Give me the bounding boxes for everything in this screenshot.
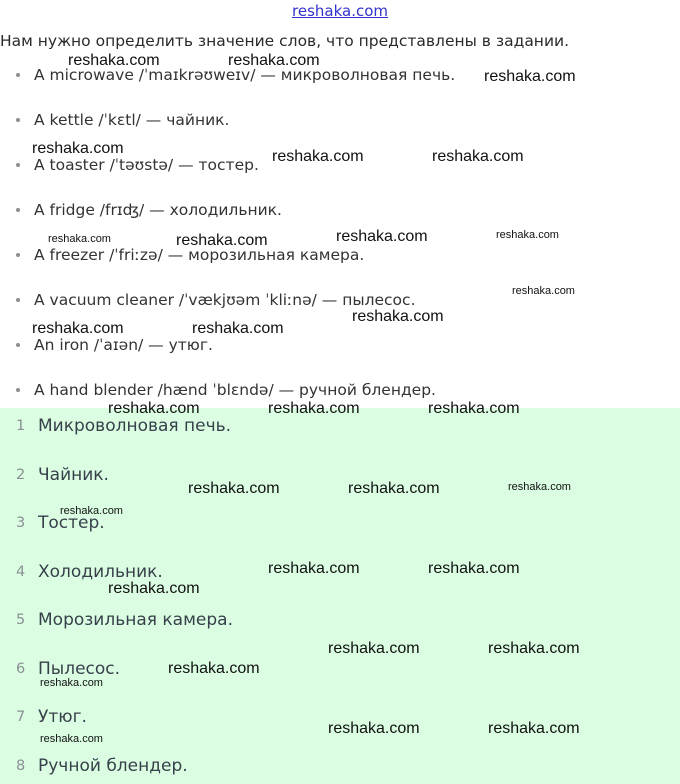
watermark: reshaka.com [272,148,364,165]
vocabulary-text: A freezer /ˈfriːzə/ — морозильная камера. [34,246,365,264]
vocabulary-text: An iron /ˈaɪən/ — утюг. [34,336,213,354]
watermark: reshaka.com [188,480,280,497]
answer-text: Ручной блендер. [38,756,188,776]
answer-number: 4 [16,564,26,580]
watermark: reshaka.com [428,400,520,417]
bullet-icon [16,208,20,212]
watermark: reshaka.com [60,505,123,517]
watermark: reshaka.com [352,308,444,325]
answer-number: 5 [16,612,26,628]
answer-number: 2 [16,467,26,483]
answer-number: 7 [16,709,26,725]
vocabulary-text: A toaster /ˈtəʊstə/ — тостер. [34,156,259,174]
watermark: reshaka.com [192,320,284,337]
answer-text: Морозильная камера. [38,610,233,630]
answer-text: Утюг. [38,707,87,727]
vocabulary-item [16,156,259,174]
answer-number: 6 [16,661,26,677]
watermark: reshaka.com [108,400,200,417]
bullet-icon [16,163,20,167]
watermark: reshaka.com [488,720,580,737]
answer-text: Холодильник. [38,562,163,582]
watermark: reshaka.com [32,140,124,157]
bullet-icon [16,343,20,347]
watermark: reshaka.com [40,733,103,745]
watermark: reshaka.com [488,640,580,657]
bullet-icon [16,298,20,302]
watermark: reshaka.com [496,229,559,241]
watermark: reshaka.com [268,560,360,577]
watermark: reshaka.com [48,233,111,245]
watermark: reshaka.com [348,480,440,497]
watermark: reshaka.com [484,68,576,85]
answer-text: Пылесос. [38,659,121,679]
watermark: reshaka.com [176,232,268,249]
vocabulary-text: A hand blender /hænd ˈblɛndə/ — ручной блендер. [34,381,436,399]
watermark: reshaka.com [228,52,320,69]
vocabulary-text: A vacuum cleaner /ˈvækjʊəm ˈkliːnə/ — пылесос. [34,291,416,309]
answer-text: Микроволновая печь. [38,416,232,436]
watermark: reshaka.com [40,677,103,689]
watermark: reshaka.com [108,580,200,597]
watermark: reshaka.com [168,660,260,677]
answer-text: Тостер. [38,513,105,533]
vocabulary-item [16,291,416,309]
watermark: reshaka.com [32,320,124,337]
vocabulary-item [16,336,213,354]
bullet-icon [16,253,20,257]
watermark: reshaka.com [432,148,524,165]
vocabulary-item [16,381,436,399]
bullet-icon [16,118,20,122]
watermark: reshaka.com [268,400,360,417]
answer-number: 1 [16,418,26,434]
vocabulary-text: A kettle /ˈkɛtl/ — чайник. [34,111,230,129]
watermark: reshaka.com [328,640,420,657]
watermark: reshaka.com [508,481,571,493]
site-link[interactable]: reshaka.com [292,2,388,20]
watermark: reshaka.com [336,228,428,245]
answer-number: 8 [16,758,26,774]
intro-text: Нам нужно определить значение слов, что представлены в задании. [0,32,570,50]
watermark: reshaka.com [328,720,420,737]
vocabulary-item [16,201,282,219]
vocabulary-text: A fridge /frɪʤ/ — холодильник. [34,201,282,219]
watermark: reshaka.com [68,52,160,69]
bullet-icon [16,388,20,392]
answer-text: Чайник. [38,465,109,485]
watermark: reshaka.com [428,560,520,577]
bullet-icon [16,73,20,77]
answer-number: 3 [16,515,26,531]
watermark: reshaka.com [512,285,575,297]
vocabulary-text: A microwave /ˈmaɪkrəʊweɪv/ — микроволновая печь. [34,66,456,84]
vocabulary-item [16,111,229,129]
